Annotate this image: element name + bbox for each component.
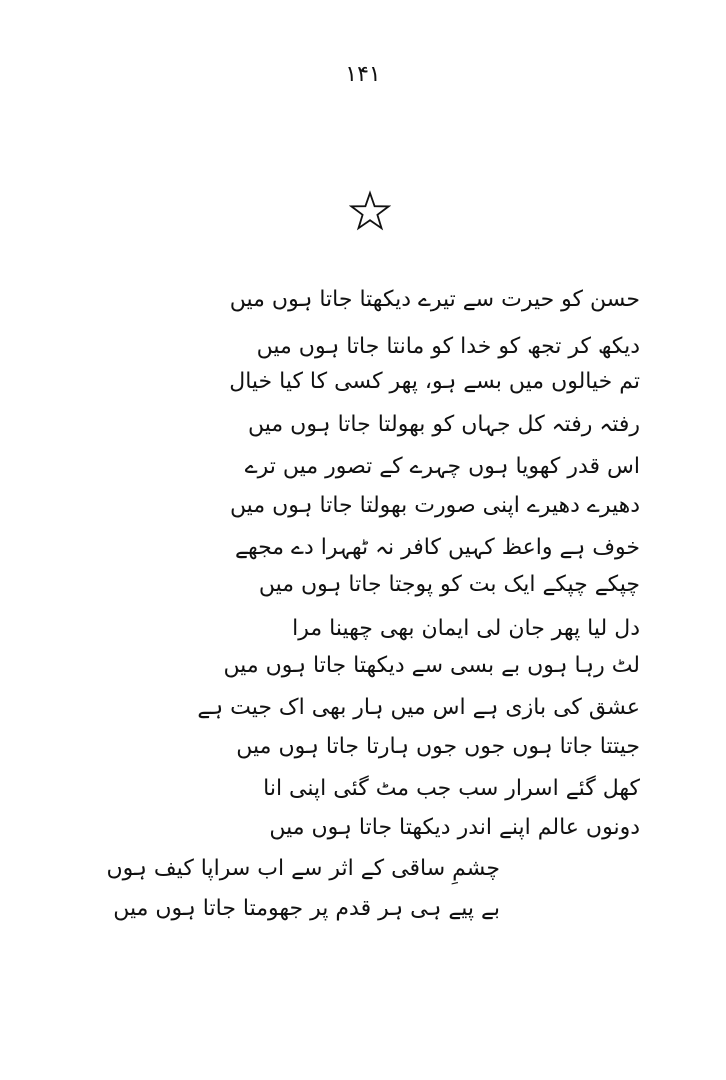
page-number: ۱۴۱ — [345, 62, 381, 87]
poem-line: حسن کو حیرت سے تیرے دیکھتا جاتا ہوں میں — [229, 287, 640, 312]
poem-line: خوف ہے واعظ کہیں کافر نہ ٹھہرا دے مجھے — [235, 535, 640, 560]
poem-line: بے پیے ہی ہر قدم پر جھومتا جاتا ہوں میں — [113, 896, 500, 921]
star-icon — [349, 190, 391, 232]
poem-line: دل لیا پھر جان لی ایمان بھی چھینا مرا — [292, 616, 640, 641]
poem-line: تم خیالوں میں بسے ہو، پھر کسی کا کیا خیال — [229, 369, 640, 394]
poem-line: کھل گئے اسرار سب جب مٹ گئی اپنی انا — [263, 776, 640, 801]
poem-line: اس قدر کھویا ہوں چہرے کے تصور میں ترے — [244, 454, 640, 479]
poem-line: دھیرے دھیرے اپنی صورت بھولتا جاتا ہوں میں — [229, 493, 640, 518]
poem-line: لٹ رہا ہوں بے بسی سے دیکھتا جاتا ہوں میں — [223, 653, 640, 678]
poem-line: دیکھ کر تجھ کو خدا کو مانتا جاتا ہوں میں — [256, 334, 640, 359]
poem-line: جیتتا جاتا ہوں جوں جوں ہارتا جاتا ہوں میں — [236, 734, 640, 759]
poem-line: دونوں عالم اپنے اندر دیکھتا جاتا ہوں میں — [269, 815, 640, 840]
poem-line: چشمِ ساقی کے اثر سے اب سراپا کیف ہوں — [106, 856, 500, 881]
poem-line: چپکے چپکے ایک بت کو پوجتا جاتا ہوں میں — [258, 572, 640, 597]
poem-line: عشق کی بازی ہے اس میں ہار بھی اک جیت ہے — [197, 695, 640, 720]
poem-line: رفتہ رفتہ کل جہاں کو بھولتا جاتا ہوں میں — [248, 412, 640, 437]
